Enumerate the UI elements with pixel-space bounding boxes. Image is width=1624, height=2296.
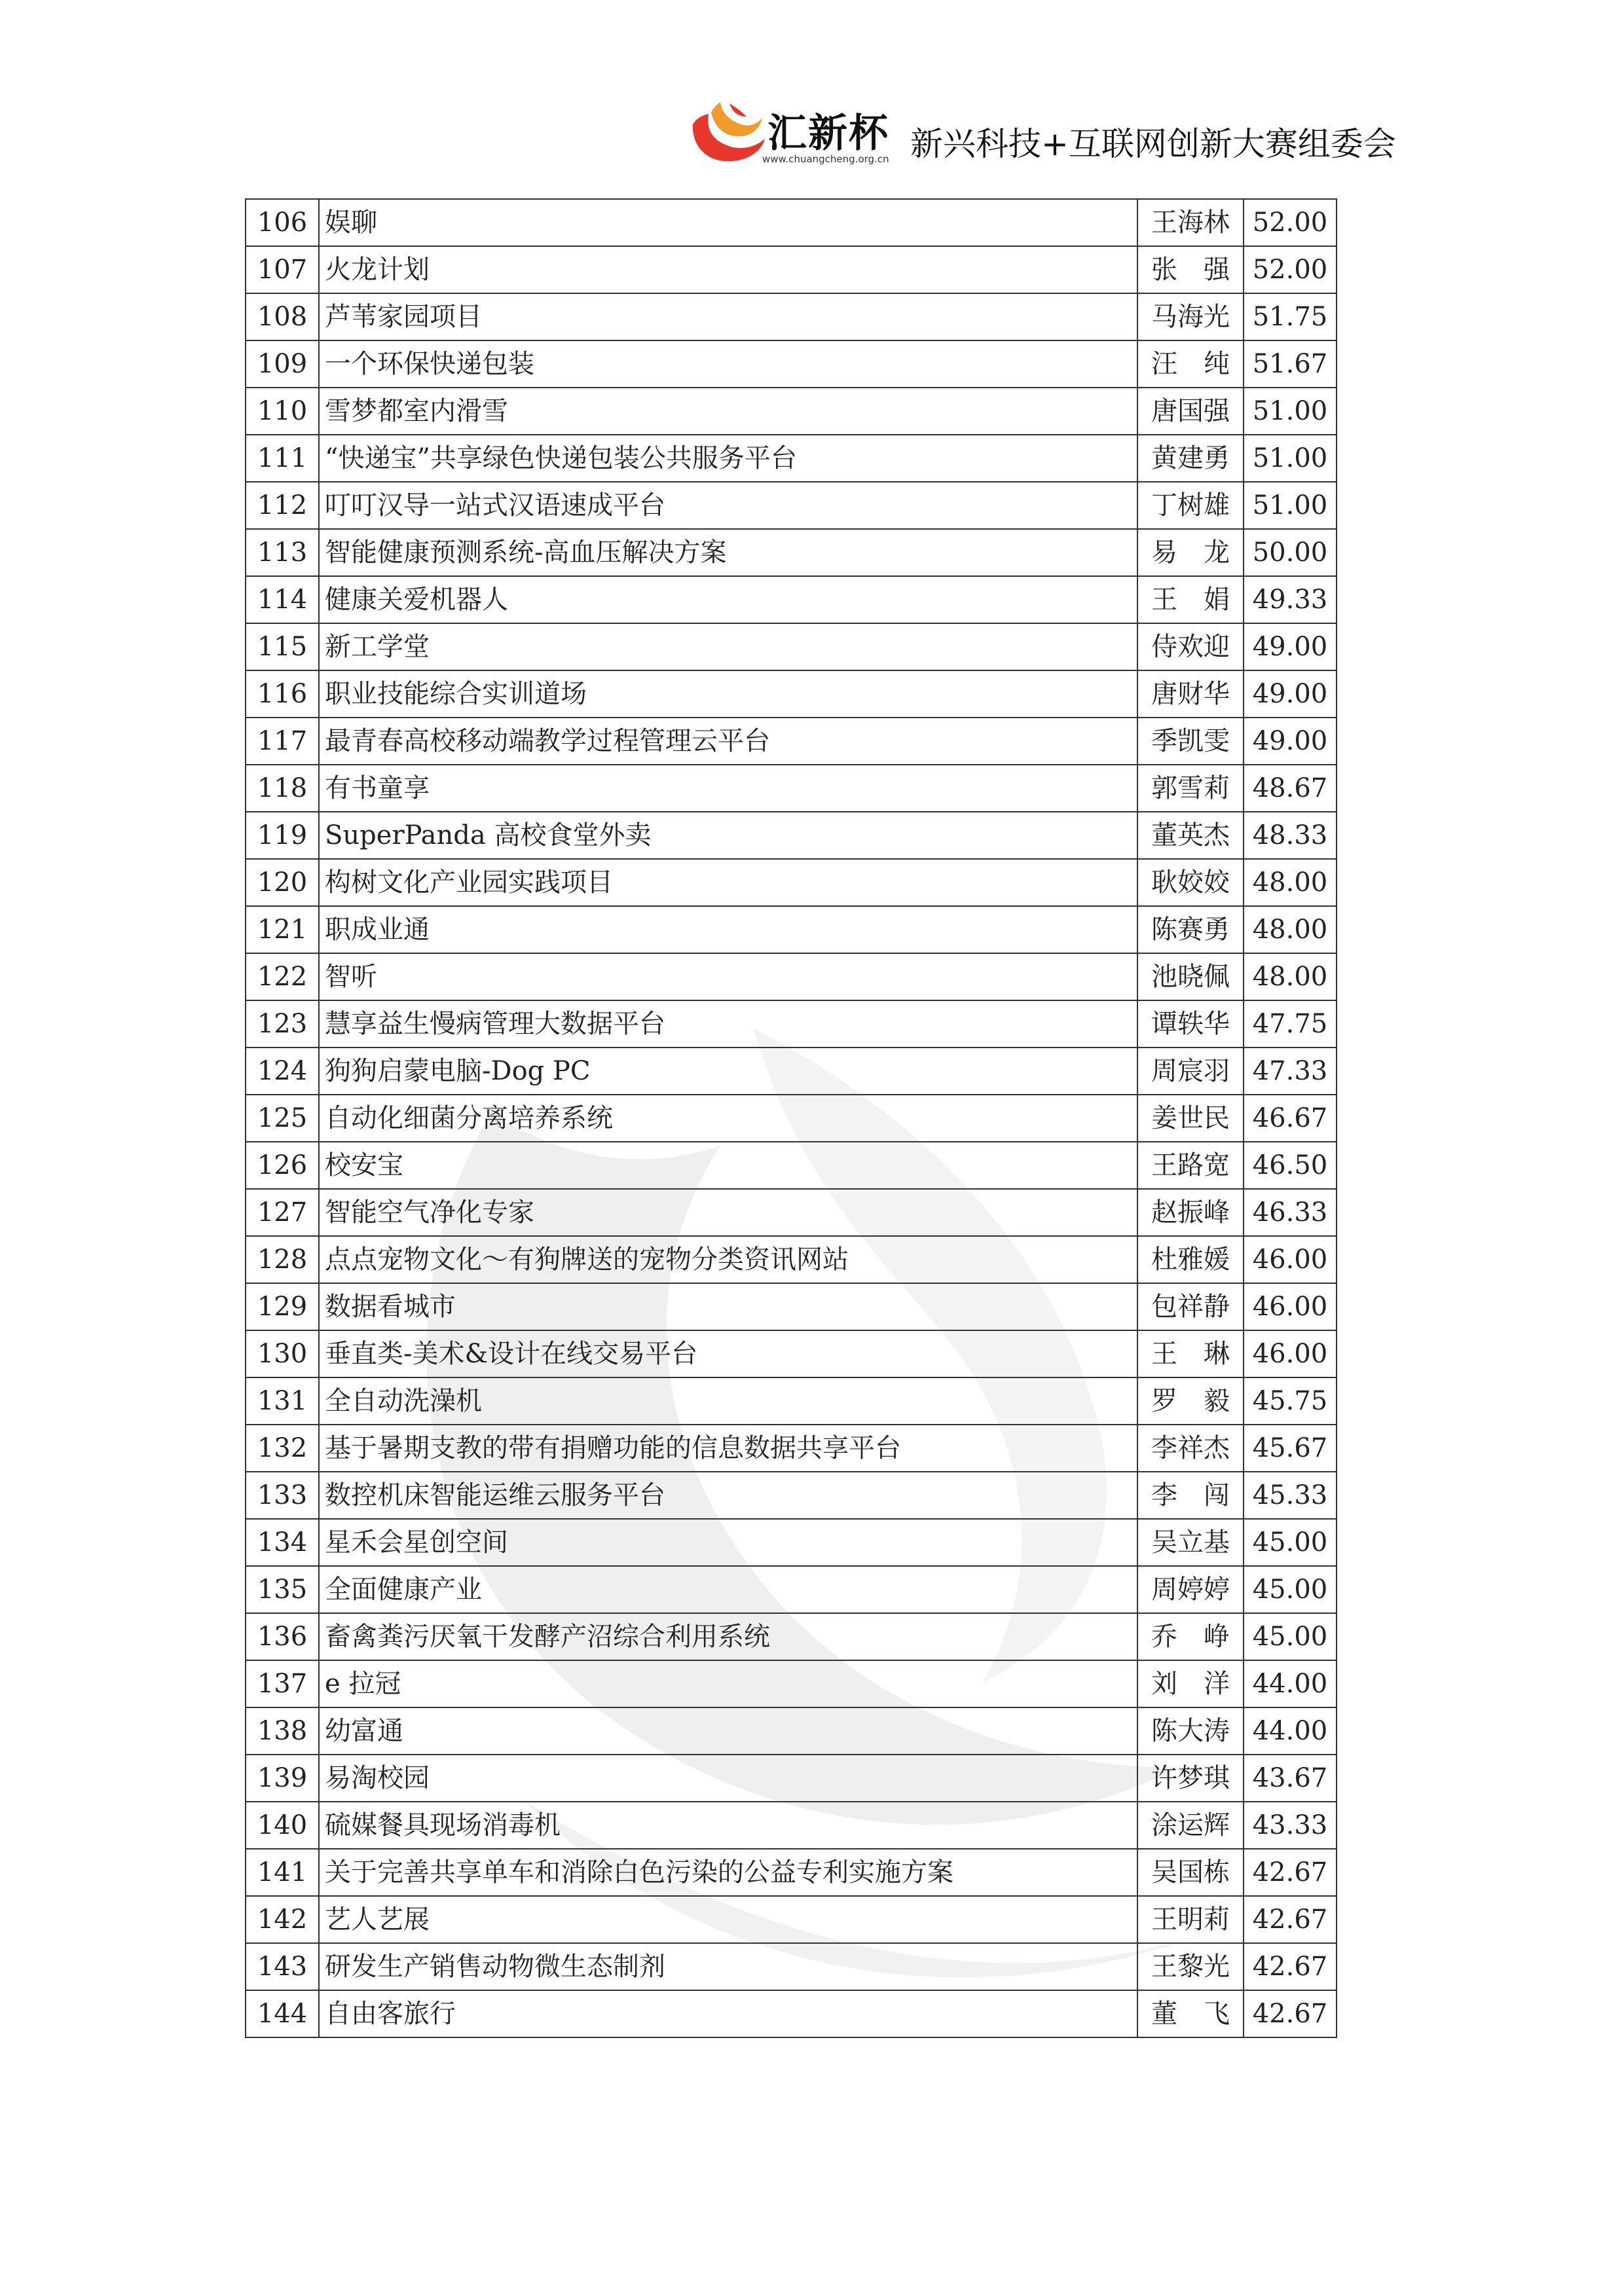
leader-name: 张 强 bbox=[1137, 246, 1244, 293]
score-value: 49.00 bbox=[1244, 670, 1337, 718]
rank-number: 136 bbox=[246, 1613, 319, 1660]
project-name: e 拉冠 bbox=[319, 1660, 1137, 1707]
project-name: 芦苇家园项目 bbox=[319, 293, 1137, 340]
project-name: 关于完善共享单车和消除白色污染的公益专利实施方案 bbox=[319, 1849, 1137, 1896]
score-value: 51.00 bbox=[1244, 388, 1337, 435]
rank-number: 142 bbox=[246, 1896, 319, 1943]
table-row bbox=[246, 293, 1337, 340]
score-value: 42.67 bbox=[1244, 1896, 1337, 1943]
leader-name: 王海林 bbox=[1137, 199, 1244, 246]
score-value: 42.67 bbox=[1244, 1943, 1337, 1990]
project-name: 幼富通 bbox=[319, 1707, 1137, 1755]
table-row bbox=[246, 1425, 1337, 1472]
rank-number: 111 bbox=[246, 435, 319, 482]
rank-number: 110 bbox=[246, 388, 319, 435]
project-name: 星禾会星创空间 bbox=[319, 1519, 1137, 1566]
project-name: 硫媒餐具现场消毒机 bbox=[319, 1802, 1137, 1849]
score-value: 52.00 bbox=[1244, 199, 1337, 246]
project-name: 数据看城市 bbox=[319, 1283, 1137, 1330]
project-name: 自由客旅行 bbox=[319, 1990, 1137, 2037]
leader-name: 董 飞 bbox=[1137, 1990, 1244, 2037]
score-value: 51.00 bbox=[1244, 435, 1337, 482]
table-row bbox=[246, 529, 1337, 576]
rank-number: 138 bbox=[246, 1707, 319, 1755]
project-name: 智能空气净化专家 bbox=[319, 1189, 1137, 1236]
logo-title: 汇新杯 bbox=[767, 111, 889, 156]
score-value: 46.33 bbox=[1244, 1189, 1337, 1236]
score-value: 46.00 bbox=[1244, 1283, 1337, 1330]
project-name: “快递宝”共享绿色快递包装公共服务平台 bbox=[319, 435, 1137, 482]
project-name: 叮叮汉导一站式汉语速成平台 bbox=[319, 482, 1137, 529]
rank-number: 109 bbox=[246, 340, 319, 388]
score-value: 44.00 bbox=[1244, 1660, 1337, 1707]
rank-number: 139 bbox=[246, 1755, 319, 1802]
leader-name: 侍欢迎 bbox=[1137, 623, 1244, 670]
table-row bbox=[246, 1283, 1337, 1330]
leader-name: 杜雅媛 bbox=[1137, 1236, 1244, 1283]
project-name: 校安宝 bbox=[319, 1142, 1137, 1189]
score-value: 42.67 bbox=[1244, 1990, 1337, 2037]
score-value: 47.33 bbox=[1244, 1048, 1337, 1095]
leader-name: 李祥杰 bbox=[1137, 1425, 1244, 1472]
leader-name: 陈大涛 bbox=[1137, 1707, 1244, 1755]
leader-name: 周婷婷 bbox=[1137, 1566, 1244, 1613]
rank-number: 106 bbox=[246, 199, 319, 246]
project-name: 数控机床智能运维云服务平台 bbox=[319, 1472, 1137, 1519]
table-row bbox=[246, 340, 1337, 388]
rank-number: 125 bbox=[246, 1095, 319, 1142]
score-value: 45.75 bbox=[1244, 1377, 1337, 1425]
rank-number: 143 bbox=[246, 1943, 319, 1990]
project-name: 职成业通 bbox=[319, 906, 1137, 953]
results-table-body bbox=[246, 199, 1337, 2037]
leader-name: 许梦琪 bbox=[1137, 1755, 1244, 1802]
rank-number: 123 bbox=[246, 1000, 319, 1048]
rank-number: 126 bbox=[246, 1142, 319, 1189]
leader-name: 罗 毅 bbox=[1137, 1377, 1244, 1425]
rank-number: 128 bbox=[246, 1236, 319, 1283]
results-table bbox=[245, 198, 1337, 2038]
rank-number: 114 bbox=[246, 576, 319, 623]
table-row bbox=[246, 388, 1337, 435]
table-row bbox=[246, 1943, 1337, 1990]
leader-name: 姜世民 bbox=[1137, 1095, 1244, 1142]
project-name: 智能健康预测系统-高血压解决方案 bbox=[319, 529, 1137, 576]
leader-name: 王路宽 bbox=[1137, 1142, 1244, 1189]
table-row bbox=[246, 246, 1337, 293]
project-name: 狗狗启蒙电脑-Dog PC bbox=[319, 1048, 1137, 1095]
leader-name: 陈赛勇 bbox=[1137, 906, 1244, 953]
table-row bbox=[246, 1990, 1337, 2037]
table-row bbox=[246, 1802, 1337, 1849]
leader-name: 涂运辉 bbox=[1137, 1802, 1244, 1849]
project-name: 基于暑期支教的带有捐赠功能的信息数据共享平台 bbox=[319, 1425, 1137, 1472]
project-name: 全自动洗澡机 bbox=[319, 1377, 1137, 1425]
leader-name: 汪 纯 bbox=[1137, 340, 1244, 388]
score-value: 48.00 bbox=[1244, 859, 1337, 906]
table-row bbox=[246, 199, 1337, 246]
score-value: 43.67 bbox=[1244, 1755, 1337, 1802]
project-name: 最青春高校移动端教学过程管理云平台 bbox=[319, 718, 1137, 765]
rank-number: 144 bbox=[246, 1990, 319, 2037]
project-name: 智听 bbox=[319, 953, 1137, 1000]
score-value: 48.00 bbox=[1244, 906, 1337, 953]
score-value: 46.00 bbox=[1244, 1236, 1337, 1283]
leader-name: 乔 峥 bbox=[1137, 1613, 1244, 1660]
rank-number: 141 bbox=[246, 1849, 319, 1896]
leader-name: 谭轶华 bbox=[1137, 1000, 1244, 1048]
project-name: 全面健康产业 bbox=[319, 1566, 1137, 1613]
leader-name: 唐国强 bbox=[1137, 388, 1244, 435]
leader-name: 丁树雄 bbox=[1137, 482, 1244, 529]
rank-number: 137 bbox=[246, 1660, 319, 1707]
project-name: 畜禽粪污厌氧干发酵产沼综合利用系统 bbox=[319, 1613, 1137, 1660]
project-name: 自动化细菌分离培养系统 bbox=[319, 1095, 1137, 1142]
table-row bbox=[246, 623, 1337, 670]
table-row bbox=[246, 1755, 1337, 1802]
table-row bbox=[246, 1849, 1337, 1896]
score-value: 43.33 bbox=[1244, 1802, 1337, 1849]
table-row bbox=[246, 812, 1337, 859]
project-name: 研发生产销售动物微生态制剂 bbox=[319, 1943, 1137, 1990]
table-row bbox=[246, 1519, 1337, 1566]
leader-name: 季凯雯 bbox=[1137, 718, 1244, 765]
score-value: 46.00 bbox=[1244, 1330, 1337, 1377]
rank-number: 133 bbox=[246, 1472, 319, 1519]
project-name: 娱聊 bbox=[319, 199, 1137, 246]
table-row bbox=[246, 1472, 1337, 1519]
table-row bbox=[246, 1896, 1337, 1943]
score-value: 45.33 bbox=[1244, 1472, 1337, 1519]
project-name: 雪梦都室内滑雪 bbox=[319, 388, 1137, 435]
table-row bbox=[246, 670, 1337, 718]
leader-name: 王 娟 bbox=[1137, 576, 1244, 623]
score-value: 51.67 bbox=[1244, 340, 1337, 388]
project-name: 一个环保快递包装 bbox=[319, 340, 1137, 388]
rank-number: 122 bbox=[246, 953, 319, 1000]
rank-number: 120 bbox=[246, 859, 319, 906]
score-value: 46.67 bbox=[1244, 1095, 1337, 1142]
rank-number: 124 bbox=[246, 1048, 319, 1095]
brand-logo bbox=[689, 98, 892, 170]
table-row bbox=[246, 1613, 1337, 1660]
score-value: 45.00 bbox=[1244, 1566, 1337, 1613]
rank-number: 130 bbox=[246, 1330, 319, 1377]
table-row bbox=[246, 482, 1337, 529]
table-row bbox=[246, 906, 1337, 953]
leader-name: 吴国栋 bbox=[1137, 1849, 1244, 1896]
score-value: 45.67 bbox=[1244, 1425, 1337, 1472]
flame-logo-icon bbox=[689, 98, 767, 170]
project-name: 慧享益生慢病管理大数据平台 bbox=[319, 1000, 1137, 1048]
rank-number: 116 bbox=[246, 670, 319, 718]
table-row bbox=[246, 765, 1337, 812]
project-name: 新工学堂 bbox=[319, 623, 1137, 670]
table-row bbox=[246, 1330, 1337, 1377]
table-row bbox=[246, 1000, 1337, 1048]
rank-number: 108 bbox=[246, 293, 319, 340]
project-name: 构树文化产业园实践项目 bbox=[319, 859, 1137, 906]
rank-number: 117 bbox=[246, 718, 319, 765]
leader-name: 吴立基 bbox=[1137, 1519, 1244, 1566]
leader-name: 王黎光 bbox=[1137, 1943, 1244, 1990]
leader-name: 赵振峰 bbox=[1137, 1189, 1244, 1236]
score-value: 42.67 bbox=[1244, 1849, 1337, 1896]
rank-number: 119 bbox=[246, 812, 319, 859]
rank-number: 127 bbox=[246, 1189, 319, 1236]
rank-number: 115 bbox=[246, 623, 319, 670]
score-value: 49.33 bbox=[1244, 576, 1337, 623]
rank-number: 132 bbox=[246, 1425, 319, 1472]
score-value: 46.50 bbox=[1244, 1142, 1337, 1189]
leader-name: 李 闯 bbox=[1137, 1472, 1244, 1519]
table-row bbox=[246, 1236, 1337, 1283]
score-value: 51.75 bbox=[1244, 293, 1337, 340]
score-value: 50.00 bbox=[1244, 529, 1337, 576]
project-name: 艺人艺展 bbox=[319, 1896, 1137, 1943]
score-value: 48.67 bbox=[1244, 765, 1337, 812]
table-row bbox=[246, 859, 1337, 906]
score-value: 47.75 bbox=[1244, 1000, 1337, 1048]
project-name: 垂直类-美术&设计在线交易平台 bbox=[319, 1330, 1137, 1377]
rank-number: 134 bbox=[246, 1519, 319, 1566]
rank-number: 118 bbox=[246, 765, 319, 812]
leader-name: 包祥静 bbox=[1137, 1283, 1244, 1330]
rank-number: 113 bbox=[246, 529, 319, 576]
leader-name: 黄建勇 bbox=[1137, 435, 1244, 482]
logo-url: www.chuangcheng.org.cn bbox=[762, 153, 889, 165]
leader-name: 周宸羽 bbox=[1137, 1048, 1244, 1095]
project-name: SuperPanda 高校食堂外卖 bbox=[319, 812, 1137, 859]
score-value: 52.00 bbox=[1244, 246, 1337, 293]
table-row bbox=[246, 718, 1337, 765]
leader-name: 刘 洋 bbox=[1137, 1660, 1244, 1707]
table-row bbox=[246, 1048, 1337, 1095]
score-value: 45.00 bbox=[1244, 1519, 1337, 1566]
rank-number: 107 bbox=[246, 246, 319, 293]
project-name: 易淘校园 bbox=[319, 1755, 1137, 1802]
score-value: 48.00 bbox=[1244, 953, 1337, 1000]
leader-name: 王明莉 bbox=[1137, 1896, 1244, 1943]
rank-number: 112 bbox=[246, 482, 319, 529]
table-row bbox=[246, 576, 1337, 623]
table-row bbox=[246, 1660, 1337, 1707]
table-row bbox=[246, 435, 1337, 482]
table-row bbox=[246, 1377, 1337, 1425]
leader-name: 唐财华 bbox=[1137, 670, 1244, 718]
project-name: 健康关爱机器人 bbox=[319, 576, 1137, 623]
page-header bbox=[0, 0, 1624, 183]
table-row bbox=[246, 1707, 1337, 1755]
leader-name: 池晓佩 bbox=[1137, 953, 1244, 1000]
project-name: 职业技能综合实训道场 bbox=[319, 670, 1137, 718]
table-row bbox=[246, 1189, 1337, 1236]
table-row bbox=[246, 1566, 1337, 1613]
project-name: 有书童享 bbox=[319, 765, 1137, 812]
rank-number: 140 bbox=[246, 1802, 319, 1849]
rank-number: 131 bbox=[246, 1377, 319, 1425]
leader-name: 耿姣姣 bbox=[1137, 859, 1244, 906]
rank-number: 135 bbox=[246, 1566, 319, 1613]
score-value: 49.00 bbox=[1244, 718, 1337, 765]
score-value: 44.00 bbox=[1244, 1707, 1337, 1755]
project-name: 点点宠物文化～有狗牌送的宠物分类资讯网站 bbox=[319, 1236, 1137, 1283]
table-row bbox=[246, 1095, 1337, 1142]
leader-name: 董英杰 bbox=[1137, 812, 1244, 859]
leader-name: 马海光 bbox=[1137, 293, 1244, 340]
rank-number: 121 bbox=[246, 906, 319, 953]
score-value: 48.33 bbox=[1244, 812, 1337, 859]
project-name: 火龙计划 bbox=[319, 246, 1137, 293]
leader-name: 易 龙 bbox=[1137, 529, 1244, 576]
leader-name: 郭雪莉 bbox=[1137, 765, 1244, 812]
table-row bbox=[246, 1142, 1337, 1189]
score-value: 51.00 bbox=[1244, 482, 1337, 529]
score-value: 45.00 bbox=[1244, 1613, 1337, 1660]
table-row bbox=[246, 953, 1337, 1000]
organizer-name: 新兴科技+互联网创新大赛组委会 bbox=[910, 125, 1396, 163]
leader-name: 王 琳 bbox=[1137, 1330, 1244, 1377]
score-value: 49.00 bbox=[1244, 623, 1337, 670]
rank-number: 129 bbox=[246, 1283, 319, 1330]
